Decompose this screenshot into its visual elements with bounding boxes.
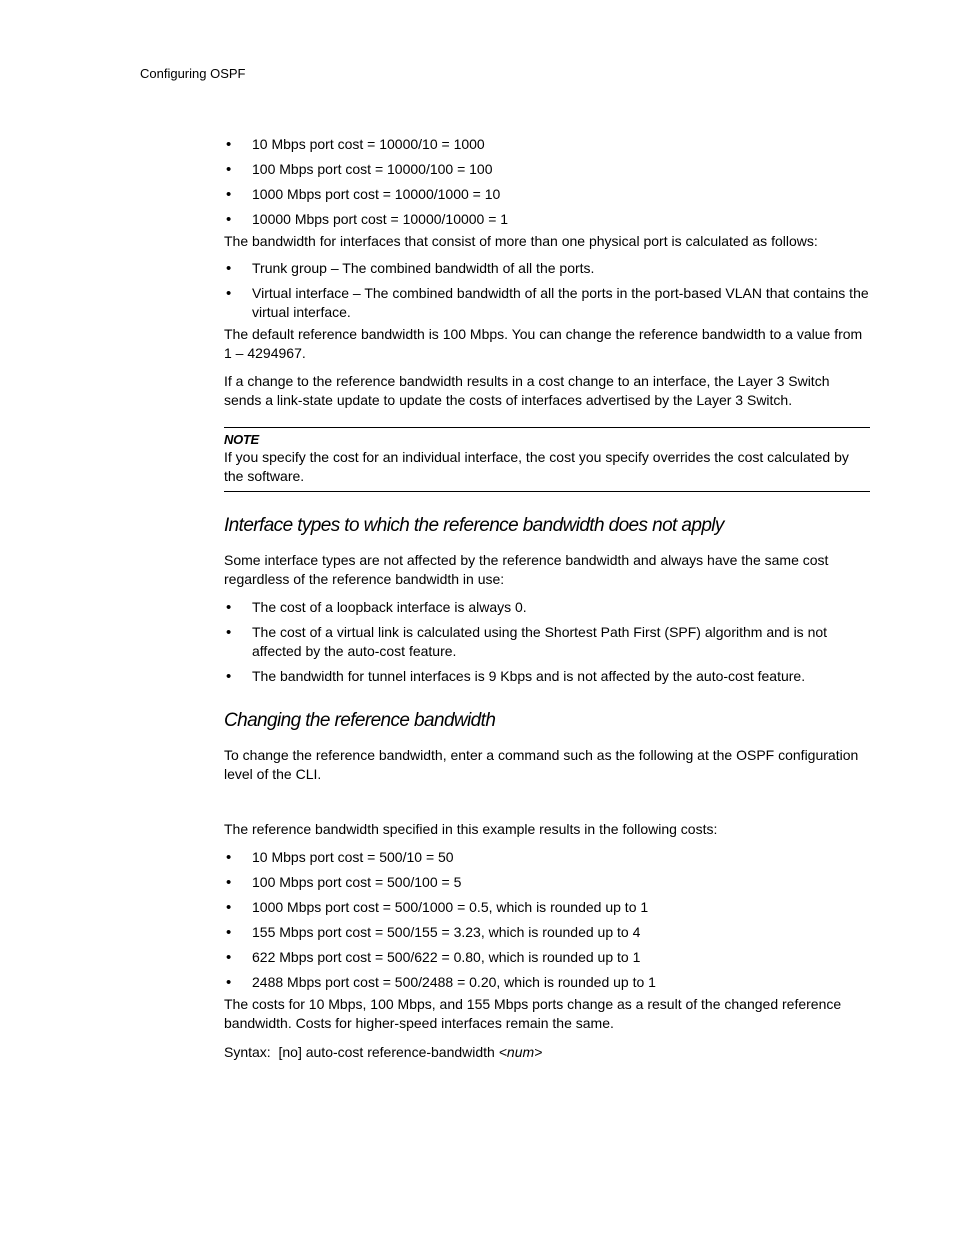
list-item: • 10 Mbps port cost = 10000/10 = 1000 bbox=[224, 135, 870, 154]
paragraph-link-state-update: If a change to the reference bandwidth results in a cost change to an interface, the Layer 3 Switch sends a link-state update to update the costs of interfaces advertised by the Layer 3 Switch. bbox=[224, 373, 830, 408]
list-item: • 10000 Mbps port cost = 10000/10000 = 1 bbox=[224, 210, 870, 229]
note-title: NOTE bbox=[224, 432, 259, 447]
running-head: Configuring OSPF bbox=[140, 66, 246, 81]
list-item: • The bandwidth for tunnel interfaces is 9 Kbps and is not affected by the auto-cost feature. bbox=[224, 667, 870, 686]
list-item: • 2488 Mbps port cost = 500/2488 = 0.20, which is rounded up to 1 bbox=[224, 973, 870, 992]
list-item: • 622 Mbps port cost = 500/622 = 0.80, which is rounded up to 1 bbox=[224, 948, 870, 967]
cost-list-default bbox=[224, 135, 870, 229]
list-item: • The cost of a loopback interface is always 0. bbox=[224, 598, 870, 617]
syntax-command: auto-cost reference-bandwidth bbox=[305, 1044, 495, 1060]
list-item: • The cost of a virtual link is calculated using the Shortest Path First (SPF) algorithm and is not affected by the auto-cost feature. bbox=[224, 623, 870, 661]
section-heading-changing-bandwidth: Changing the reference bandwidth bbox=[224, 710, 496, 731]
paragraph-default-bandwidth: The default reference bandwidth is 100 Mbps. You can change the reference bandwidth to a value from 1 – 4294967. bbox=[224, 326, 863, 361]
list-item: • 155 Mbps port cost = 500/155 = 3.23, which is rounded up to 4 bbox=[224, 923, 870, 942]
note-text: If you specify the cost for an individual interface, the cost you specify overrides the cost calculated by the software. bbox=[224, 449, 849, 484]
page-content bbox=[224, 135, 870, 1062]
list-item: • Virtual interface – The combined bandwidth of all the ports in the port-based VLAN that contains the virtual interface. bbox=[224, 284, 870, 322]
syntax-line bbox=[224, 1043, 870, 1062]
paragraph-unaffected-intro: Some interface types are not affected by the reference bandwidth and always have the same cost regardless of the reference bandwidth in use: bbox=[224, 552, 829, 587]
list-item: • 100 Mbps port cost = 10000/100 = 100 bbox=[224, 160, 870, 179]
syntax-optional: [no] bbox=[278, 1044, 302, 1060]
paragraph-result-intro: The reference bandwidth specified in this example results in the following costs: bbox=[224, 821, 718, 837]
cost-list-example bbox=[224, 848, 870, 992]
unaffected-interfaces-list bbox=[224, 598, 870, 686]
paragraph-change-intro: To change the reference bandwidth, enter a command such as the following at the OSPF configuration level of the CLI. bbox=[224, 747, 859, 782]
syntax-label: Syntax: bbox=[224, 1044, 271, 1060]
list-item: • Trunk group – The combined bandwidth of all the ports. bbox=[224, 259, 870, 278]
paragraph-multi-port: The bandwidth for interfaces that consist of more than one physical port is calculated as follows: bbox=[224, 233, 818, 249]
list-item: • 1000 Mbps port cost = 500/1000 = 0.5, which is rounded up to 1 bbox=[224, 898, 870, 917]
section-heading-unaffected-interfaces: Interface types to which the reference bandwidth does not apply bbox=[224, 515, 724, 536]
list-item: • 10 Mbps port cost = 500/10 = 50 bbox=[224, 848, 870, 867]
list-item: • 100 Mbps port cost = 500/100 = 5 bbox=[224, 873, 870, 892]
paragraph-closing: The costs for 10 Mbps, 100 Mbps, and 155 Mbps ports change as a result of the changed reference bandwidth. Costs for higher-speed interfaces remain the same. bbox=[224, 996, 842, 1031]
syntax-param: <num> bbox=[498, 1044, 543, 1060]
list-item: • 1000 Mbps port cost = 10000/1000 = 10 bbox=[224, 185, 870, 204]
multi-port-list bbox=[224, 259, 870, 322]
note-box bbox=[224, 427, 870, 492]
